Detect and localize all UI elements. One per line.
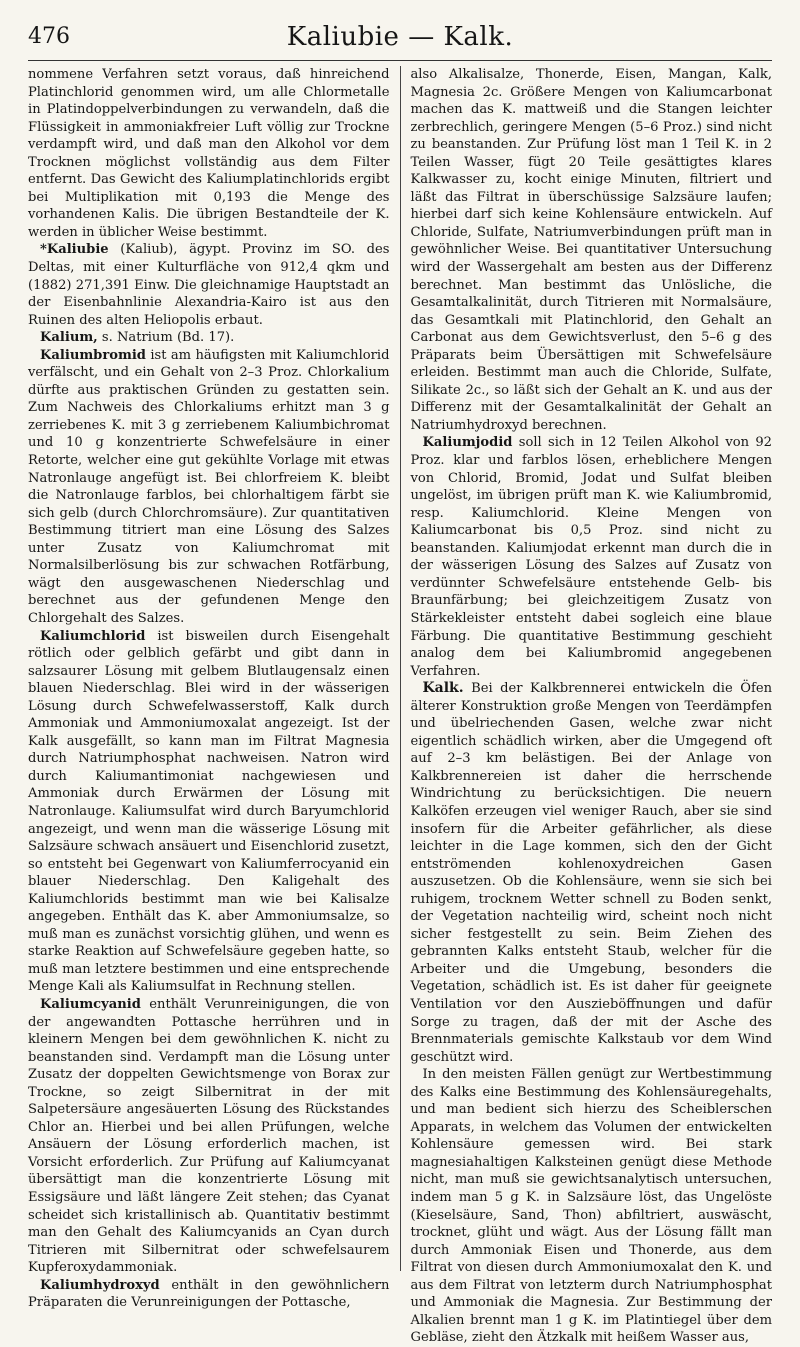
text-columns [28,66,772,1346]
entry-kaliumjodid [411,434,773,680]
paragraph-text: nommene Verfahren setzt voraus, daß hinreichend Platinchlorid genommen wird, um alle Chlormetalle in Platindoppelverbindungen zu verwandeln, daß die Flüssigkeit in ammoniakfreier Luft völlig zur Trockne verdampft wird, und daß man den Alkohol vor dem Trocknen möglichst vollständig aus dem Filter entfernt. Das Gewicht des Kaliumplatinchlorids ergibt bei Multiplikation mit 0,193 die Menge des vorhandenen Kalis. Die übrigen Bestandteile der K. werden in üblicher Weise bestimmt. [28,67,390,240]
paragraph [411,1066,773,1347]
page-number: 476 [28,24,70,49]
entry-headword: Kaliumbromid [40,347,146,363]
entry-kaliumcyanid [28,996,390,1277]
left-column [28,66,400,1311]
paragraph-text: also Alkalisalze, Thonerde, Eisen, Mangan, Kalk, Magnesia 2c. Größere Mengen von Kaliumcarbonat machen das K. mattweiß und die Stangen leichter zerbrechlich, geringere Mengen (5–6 Proz.) sind nicht zu beanstanden. Zur Prüfung löst man 1 Teil K. in 2 Teilen Wasser, fügt 20 Teile gesättigtes klares Kalkwasser zu, kocht einige Minuten, filtriert und läßt das Filtrat in überschüssige Salzsäure laufen; hierbei darf sich keine Kohlensäure entwickeln. Auf Chloride, Sulfate, Natriumverbindungen prüft man in gewöhnlicher Weise. Bei quantitativer Untersuchung wird der Wassergehalt am besten aus der Differenz berechnet. Man bestimmt das Unlösliche, die Gesamtalkalinität, durch Titrieren mit Normalsäure, das Gesamtkali mit Platinchlorid, den Gehalt an Carbonat aus dem Gewichtsverlust, den 5–6 g des Präparats beim Übersättigen mit Schwefelsäure erleiden. Bestimmt man auch die Chloride, Sulfate, Silikate 2c., so läßt sich der Gehalt an K. und aus der Differenz mit der Gesamtalkalinität der Gehalt an Natriumhydroxyd berechnen. [410,67,772,433]
entry-kaliubie [28,241,390,329]
entry-text: s. Natrium (Bd. 17). [97,330,235,346]
entry-text: ist am häufigsten mit Kaliumchlorid verfälscht, und ein Gehalt von 2–3 Proz. Chlorkalium dürfte aus praktischen Gründen zu gestatten sein. Zum Nachweis des Chlorkaliums erhitzt man 3 g zerriebenes K. mit 3 g zerriebenem Kaliumbichromat und 10 g konzentrierte Schwefelsäure in einer Retorte, welcher eine gut gekühlte Vorlage mit etwas Natronlauge angefügt ist. Bei chlorfreiem K. bleibt die Natronlauge farblos, bei chlorhaltigem färbt sie sich gelb (durch Chlorchromsäure). Zur quantitativen Bestimmung titriert man eine Lösung des Salzes unter Zusatz von Kaliumchromat mit Normalsilberlösung bis zur schwachen Rotfärbung, wägt den ausgewaschenen Niederschlag und berechnet aus der gefundenen Menge den Chlorgehalt des Salzes. [28,347,390,626]
entry-kaliumchlorid [28,628,390,996]
entry-kaliumhydroxyd [28,1277,390,1312]
page-header [28,14,772,61]
entry-kalk [411,680,773,1066]
entry-text: enthält in den gewöhnlichern Präparaten die Verunreinigungen der Pottasche, [28,1277,390,1311]
entry-text: enthält Verunreinigungen, die von der angewandten Pottasche herrühren und in kleinern Mengen bei dem gewöhnlichen K. nicht zu beanstanden sind. Verdampft man die Lösung unter Zusatz der doppelten Gewichtsmenge von Borax zur Trockne, so zeigt Silbernitrat in der mit Salpetersäure angesäuerten Lösung des Rückstandes Chlor an. Hierbei und bei allen Prüfungen, welche Ansäuern der Lösung erforderlich machen, ist Vorsicht erforderlich. Zur Prüfung auf Kaliumcyanat übersättigt man die konzentrierte Lösung mit Essigsäure und läßt längere Zeit stehen; das Cyanat scheidet sich kristallinisch ab. Quantitativ bestimmt man den Gehalt des Kaliumcyanids an Cyan durch Titrieren mit Silbernitrat oder schwefelsaurem Kupferoxydammoniak. [28,996,390,1276]
entry-headword: Kaliumhydroxyd [40,1277,160,1293]
entry-text: soll sich in 12 Teilen Alkohol von 92 Proz. klar und farblos lösen, erheblichere Mengen von Chlorid, Bromid, Jodat und Sulfat bleiben ungelöst, im übrigen prüft man K. wie Kaliumbromid, resp. Kaliumchlorid. Kleine Mengen von Kaliumcarbonat bis 0,5 Proz. sind nicht zu beanstanden. Kaliumjodat erkennt man durch die in der wässerigen Lösung des Salzes auf Zusatz von verdünnter Schwefelsäure entstehende Gelb- bis Braunfärbung; bei gleichzeitigem Zusatz von Stärkekleister entsteht dabei sogleich eine blaue Färbung. Die quantitative Bestimmung geschieht analog dem bei Kaliumbromid angegebenen Verfahren. [410,435,772,679]
right-column [400,66,773,1346]
entry-text: (Kaliub), ägypt. Provinz im SO. des Deltas, mit einer Kulturfläche von 912,4 qkm und (1882) 271,391 Einw. Die gleichnamige Hauptstadt an der Eisenbahnlinie Alexandria-Kairo ist aus den Ruinen des alten Heliopolis erbaut. [28,242,390,328]
entry-headword: *Kaliubie [40,242,109,258]
running-title: Kaliubie — Kalk. [286,22,514,52]
entry-kaliumbromid [28,347,390,628]
entry-headword: Kaliumcyanid [40,996,141,1012]
entry-text: ist bisweilen durch Eisengehalt rötlich oder gelblich gefärbt und gibt dann in salzsaurer Lösung mit gelbem Blutlaugensalz einen blauen Niederschlag. Blei wird in der wässerigen Lösung durch Schwefelwasserstoff, Kalk durch Ammoniak und Ammoniumoxalat angezeigt. Ist der Kalk ausgefällt, so kann man im Filtrat Magnesia durch Natriumphosphat nachweisen. Natron wird durch Kaliumantimoniat nachgewiesen und Ammoniak durch Erwärmen der Lösung mit Natronlauge. Kaliumsulfat wird durch Baryumchlorid angezeigt, und wenn man die wässerige Lösung mit Salzsäure schwach ansäuert und Eisenchlorid zusetzt, so entsteht bei Gegenwart von Kaliumferrocyanid ein blauer Niederschlag. Den Kaligehalt des Kaliumchlorids bestimmt man wie bei Kalisalze angegeben. Enthält das K. aber Ammoniumsalze, so muß man es zunächst vorsichtig glühen, und wenn es starke Reaktion auf Schwefelsäure gegeben hatte, so muß man letztere bestimmen und eine entsprechende Menge Kali als Kaliumsulfat in Rechnung stellen. [28,628,390,995]
entry-headword: Kaliumjodid [422,435,513,451]
paragraph-text: In den meisten Fällen genügt zur Wertbestimmung des Kalks eine Bestimmung des Kohlensäuregehalts, und man bedient sich hierzu des Scheiblerschen Apparats, in welchem das Volumen der entwickelten Kohlensäure gemessen wird. Bei stark magnesiahaltigen Kalksteinen genügt diese Methode nicht, man muß sie gewichtsanalytisch untersuchen, indem man 5 g K. in Salzsäure löst, das Ungelöste (Kieselsäure, Sand, Thon) abfiltriert, auswäscht, trocknet, glüht und wägt. Aus der Lösung fällt man durch Ammoniak Eisen und Thonerde, aus dem Filtrat von diesen durch Ammoniumoxalat den K. und aus dem Filtrat von letzterm durch Natriumphosphat und Ammoniak die Magnesia. Zur Bestimmung der Alkalien brennt man 1 g K. im Platintiegel über dem Gebläse, zieht den Ätzkalk mit heißem Wasser aus, [410,1067,772,1346]
entry-headword: Kaliumchlorid [40,628,146,644]
entry-headword: Kalium, [40,330,98,346]
entry-text: Bei der Kalkbrennerei entwickeln die Öfen älterer Konstruktion große Mengen von Teerdämpfen und übelriechenden Gasen, welche zwar nicht eigentlich schädlich wirken, aber die Umgegend oft auf 2–3 km belästigen. Bei der Anlage von Kalkbrennereien ist daher die herrschende Windrichtung zu berücksichtigen. Die neuern Kalköfen erzeugen viel weniger Rauch, aber sie sind insofern für die Arbeiter gefährlicher, als diese leichter in die Lage kommen, sich den der Gicht entströmenden kohlenoxydreichen Gasen auszusetzen. Ob die Kohlensäure, wenn sie sich bei ruhigem, trocknem Wetter schnell zu Boden senkt, der Vegetation nachteilig wird, scheint noch nicht sicher festgestellt zu sein. Beim Ziehen des gebrannten Kalks entsteht Staub, welcher für die Arbeiter und die Umgebung, besonders die Vegetation, schädlich ist. Es ist daher für geeignete Ventilation vor den Auszieböffnungen und dafür Sorge zu tragen, daß der mit der Asche des Brennmaterials gemischte Kalkstaub vor dem Wind geschützt wird. [410,681,772,1065]
paragraph [28,66,390,241]
entry-headword: Kalk. [422,680,464,697]
entry-kalium [28,329,390,347]
paragraph [411,66,773,434]
